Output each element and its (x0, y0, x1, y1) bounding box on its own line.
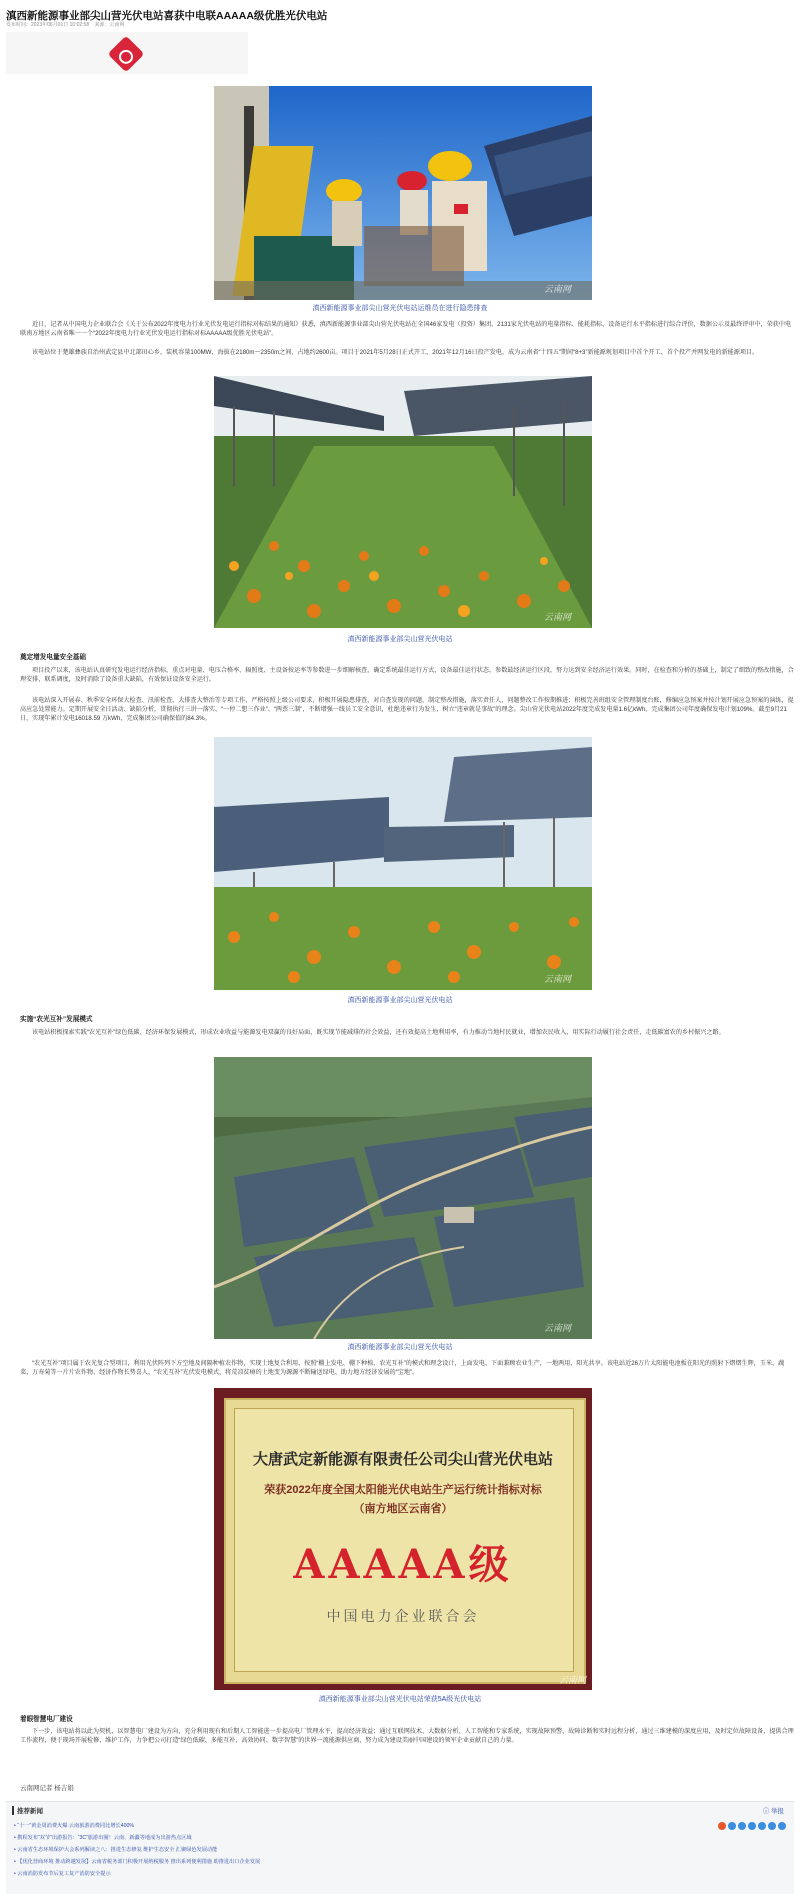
news-link[interactable]: • 【优化营商环境 推动跨越发展】云南省税务部门积极开展纳税服务 推出系列便利措施 助推进出口企业发展 (14, 1856, 260, 1868)
article-title: 滇西新能源事业部尖山营光伏电站喜获中电联AAAAA级优胜光伏电站 (6, 10, 328, 22)
section-heading-3: 着眼智慧电厂建设 (20, 1716, 73, 1723)
paragraph-5: 该电站积极探索实践“农光互补”绿色低碳、经济环保发展模式，形成农业收益与能源发电双赢的良好局面，既实现节能减排的社会效益，还有效提高土地利用率，有力推动当地村民就业，增加农民收入，用实际行动履行社会责任，走低碳富农的乡村振兴之路。 (32, 1029, 725, 1036)
news-link[interactable]: • “十一”黄金周消费火爆 云南旅游消费同比增长400% (14, 1820, 260, 1832)
grid-icon[interactable] (778, 1822, 786, 1830)
report-label: 举报 (771, 1808, 784, 1815)
news-link[interactable]: • 云南省生态环境保护大会系列解读之八：推进生态修复 维护生态安全 汇聚绿色发展动能 (14, 1844, 260, 1856)
paragraph-2: 该电站位于楚雄彝族自治州武定县中北部田心乡，装机容量100MW，海拔在2180m～2350m之间，占地约2600亩。项目于2021年5月28日正式开工，2021年12月16日投产发电，成为云南省“十四五”期间“8+3”新能源规划项目中首个开工、首个投产并网发电的新能源项目。 (32, 349, 759, 356)
watermark-4: 云南网 (544, 1323, 572, 1333)
paragraph-3: 项目投产以来，该电站认真研究发电运行经济指标，重点对电量、电压合格率、辐照度、主设备按运率等参数进一步细解核查，确定系统最佳运行方式、设备最佳运行状态、参数最经济运行区段，努力达到安全经济运行效果。同时，在检查和分析的基础上，制定了细致的整改措施，合理安排，联系调度，及时消除了设备重大缺陷，有效保证设备安全运行。 (20, 667, 794, 683)
share-toolbar (718, 1822, 786, 1830)
section-heading-1: 奠定增发电量安全基础 (20, 654, 86, 661)
figure-caption-2: 滇西新能源事业部尖山营光伏电站 (347, 636, 453, 643)
figure-panels-flowers (214, 737, 592, 990)
share-icon[interactable] (728, 1822, 736, 1830)
aerial-photo (214, 1057, 592, 1339)
watermark-5: 云南网 (558, 1675, 586, 1685)
paragraph-1: 近日，记者从中国电力企业联合会《关于公布2022年度电力行业光伏发电运行指标对标结果的通知》获悉，滇西新能源事业部尖山营光伏电站在全国46家发电（投资）集团、2131家光伏电站的电量指标、能耗指标、设备运行水平指标进行综合评价，数据公示及最终评审中，荣获中电联南方地区云南省唯一一个“2022年度电力行业光伏发电运行指标对标AAAAA级优胜光伏电站”。 (20, 321, 792, 337)
figure-caption-3: 滇西新能源事业部尖山营光伏电站 (347, 997, 453, 1004)
publish-time: 发布时间：2023年06月01日 10:02:58 (6, 22, 90, 28)
sogou-icon[interactable] (718, 1822, 726, 1830)
news-link[interactable]: • 携程发布“双节”出游报告：“3C”旅游出圈！云南、新疆等地成为出游热点区域 (14, 1832, 260, 1844)
recommended-title: 推荐新闻 (12, 1806, 43, 1815)
figure-caption-1: 滇西新能源事业部尖山营光伏电站运维员在进行隐患排查 (312, 305, 488, 312)
panels-flowers-photo (214, 737, 592, 990)
figure-workers (214, 86, 592, 300)
plaque-issuer: 中国电力企业联合会 (326, 1609, 480, 1625)
section-heading-2: 实施“农光互补”发展模式 (20, 1016, 93, 1023)
recommended-list (14, 1820, 260, 1880)
plaque-company: 大唐武定新能源有限责任公司尖山营光伏电站 (252, 1450, 553, 1468)
watermark-3: 云南网 (544, 974, 572, 984)
figure-caption-4: 滇西新能源事业部尖山营光伏电站 (347, 1344, 453, 1351)
figure-flower-field (214, 376, 592, 628)
figure-plaque (214, 1388, 592, 1690)
flower-field-photo (214, 376, 592, 628)
info-icon: ⓘ (762, 1808, 770, 1815)
article-source: 来源：云南网 (94, 22, 125, 28)
figure-caption-5: 滇西新能源事业部尖山营光伏电站荣获5A级光伏电站 (318, 1696, 482, 1703)
figure-aerial (214, 1057, 592, 1339)
mic-icon[interactable] (748, 1822, 756, 1830)
watermark-1: 云南网 (544, 284, 572, 294)
watermark-2: 云南网 (544, 612, 572, 622)
translate-icon[interactable] (738, 1822, 746, 1830)
workers-photo (214, 86, 592, 300)
recommended-news (6, 1801, 794, 1894)
plaque-grade: AAAAA级 (293, 1541, 513, 1588)
article-meta (6, 21, 129, 28)
paragraph-4: 该电站深入开展春、秋季安全环保大检查、汛前检查、大排查大整治等专项工作，严格按照上级公司要求，积极开展隐患排查，对自查发现的问题，制定整改措施，落实责任人，问题整改工作按期推进；积极完善班组安全管理制度台账，修编应急预案并按计划开展应急预案的演练，提高应急处置能力。定期开展安全日活动、缺陷分析，贯彻执行三讲一落实、“一停二想三作业”、“两票三制”，不断增强一线员工安全意识，杜绝违章行为发生，树立“违章就是事故”的理念。尖山营光伏电站2022年度完成发电量1.6亿kWh，完成集团公司年度确保发电计划109%。截至9月21日，实现年累计发电16018.59 万kWh，完成集团公司确保值的84.3%。 (20, 697, 794, 722)
paragraph-7: 下一步，该电站将以此为契机，以智慧电厂建设为方向，充分利用现有和后期人工智能进一步提高电厂管理水平，提高经济效益；通过互联网技术、大数据分析、人工智能和专家系统，实现故障预警、故障诊断和实时远程分析，通过三维建模的深度应用，及时定位故障设备，提供合理工作流程，便于现场开展检修、维护工作，力争把公司打造“绿色低碳、多能互补、高效协同、数字智慧”的世界一流能源供应商，努力成为建设美丽中国建设的领军企业贡献自己的力量。 (20, 1728, 794, 1744)
keyboard-icon[interactable] (758, 1822, 766, 1830)
paragraph-6: “农光互补”项目属于农光复合型项目，利用光伏阵列下方空地及间隔种植农作物，实现土地复合利用，按照“棚上发电、棚下种植、农光互补”的模式和理念设计，上面发电、下面兼顾农业生产，一地两用，阳光共享。该电站近26万片太阳能电池板在阳光的照射下熠熠生辉，玉米、蔬菜、万寿菊等一片片农作物、经济作物长势喜人，“农光互补”光伏发电模式，将荒凉贫瘠的土地变为源源不断输送绿电、助力地方经济发展的“宝地”。 (20, 1360, 785, 1376)
report-link[interactable] (763, 1806, 784, 1815)
plaque-region: （南方地区云南省） (353, 1503, 453, 1515)
news-link[interactable]: • 云南消防发布节后复工复产消防安全提示 (14, 1868, 260, 1880)
user-icon[interactable] (768, 1822, 776, 1830)
byline: 云南网记者 杨吉娟 (20, 1785, 74, 1792)
plaque-award-line: 荣获2022年度全国太阳能光伏电站生产运行统计指标对标 (264, 1484, 542, 1496)
